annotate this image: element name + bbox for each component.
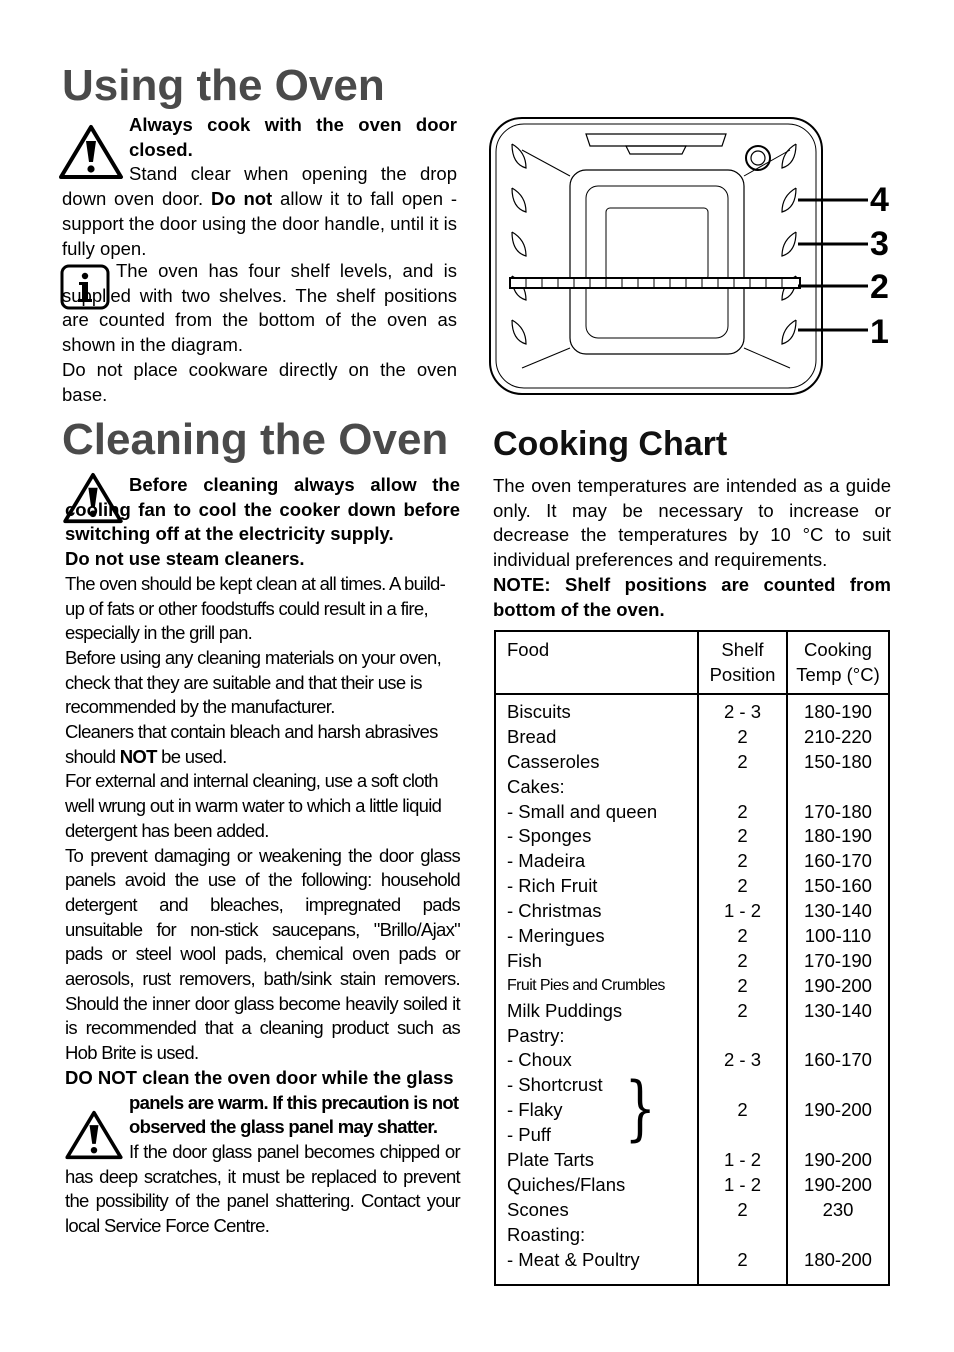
cell-food: - Christmas xyxy=(507,900,602,922)
table-row xyxy=(496,700,888,725)
steam-warning: Do not use steam cleaners. xyxy=(65,548,305,570)
header-temp xyxy=(788,637,888,687)
header-shelf xyxy=(699,637,786,687)
warn-closed-door: Always cook with the oven door closed. xyxy=(129,114,457,160)
cell-temp: 160-170 xyxy=(804,850,872,872)
cell-shelf: 2 xyxy=(737,925,748,947)
cell-shelf: 2 xyxy=(737,725,748,747)
cell-temp: 180-190 xyxy=(804,825,872,847)
cleaning-oven-title: Cleaning the Oven xyxy=(62,415,449,464)
oven-shelf-diagram xyxy=(486,114,896,398)
cell-shelf: 2 xyxy=(737,1248,748,1270)
warn-text-c: allow it to fall open - support the door using the door handle, until it is fully open. xyxy=(62,188,457,259)
using-warning-block xyxy=(62,113,457,261)
shelf-label-1: 1 xyxy=(870,313,889,351)
cell-food: - Choux xyxy=(507,1049,572,1071)
table-row xyxy=(496,1073,888,1098)
cleaning-p3a: Cleaners that contain bleach and harsh abrasives should xyxy=(65,721,438,767)
table-row xyxy=(496,725,888,750)
cell-shelf: 2 xyxy=(737,1198,748,1220)
table-row xyxy=(496,949,888,974)
cell-temp: 230 xyxy=(822,1198,854,1220)
cell-temp: 130-140 xyxy=(804,999,872,1021)
cell-temp: 190-200 xyxy=(804,1149,872,1171)
table-row xyxy=(496,999,888,1024)
cooking-chart-title: Cooking Chart xyxy=(493,425,728,463)
pastry-brace: } xyxy=(624,1067,656,1149)
table-row xyxy=(496,1173,888,1198)
table-row xyxy=(496,1148,888,1173)
using-oven-title: Using the Oven xyxy=(62,61,385,110)
cell-food: Fish xyxy=(507,949,542,971)
cell-shelf: 1 - 2 xyxy=(723,900,762,922)
cleaning-p1: The oven should be kept clean at all times. A build-up of fats or other foodstuffs could result in a fire, especially in the grill pan. xyxy=(65,572,446,644)
cell-temp: 100-110 xyxy=(804,925,872,947)
cell-temp: 180-200 xyxy=(804,1248,872,1270)
header-shelf-2: Position xyxy=(709,664,776,685)
cell-food: Quiches/Flans xyxy=(507,1173,626,1195)
header-shelf-1: Shelf xyxy=(721,639,764,660)
cell-shelf: 2 xyxy=(737,850,748,872)
chart-intro-text: The oven temperatures are intended as a guide only. It may be necessary to increase or decrease the temperatures by 10 °C to suit individual preferences and requirements. xyxy=(493,475,891,571)
cell-food: - Meringues xyxy=(507,925,605,947)
table-row xyxy=(496,1248,888,1273)
header-food: Food xyxy=(507,639,550,660)
table-row xyxy=(496,1223,888,1248)
cell-food: Scones xyxy=(507,1198,569,1220)
shelf-label-2: 2 xyxy=(870,268,889,306)
cleaning-warn-bold: Before cleaning always allow the cooling fan to cool the cooker down before switching off at the electricity supply. xyxy=(65,474,460,545)
cell-temp: 160-170 xyxy=(804,1049,872,1071)
table-row xyxy=(496,1024,888,1049)
header-temp-2: Temp (°C) xyxy=(796,664,880,685)
cell-shelf: 1 - 2 xyxy=(723,1149,762,1171)
cell-food: - Puff xyxy=(507,1124,551,1146)
table-row xyxy=(496,974,888,999)
cell-food: Fruit Pies and Crumbles xyxy=(507,976,665,994)
cell-food: Biscuits xyxy=(507,701,571,722)
cell-shelf: 2 xyxy=(737,875,748,897)
cell-temp: 150-180 xyxy=(804,750,872,772)
table-row xyxy=(496,849,888,874)
cell-shelf: 2 xyxy=(737,825,748,847)
door-warn-rest: panels are warm. If this precaution is not observed the glass panel may shatter. xyxy=(129,1091,459,1138)
shelf-label-3: 3 xyxy=(870,225,889,263)
chart-rows xyxy=(496,700,888,1272)
cell-temp: 170-190 xyxy=(804,949,872,971)
door-warn-line1: DO NOT clean the oven door while the glass xyxy=(65,1066,454,1088)
cell-food: Roasting: xyxy=(507,1223,586,1245)
cell-shelf: 2 xyxy=(737,1099,748,1121)
cell-temp: 190-200 xyxy=(804,974,872,996)
cell-shelf: 2 xyxy=(737,750,748,772)
cell-shelf: 2 xyxy=(737,800,748,822)
cell-food: - Madeira xyxy=(507,850,586,872)
cell-shelf: 2 - 3 xyxy=(723,701,762,722)
cleaning-p2: Before using any cleaning materials on your oven, check that they are suitable and that their use is recommended by the manufacturer. xyxy=(65,646,442,718)
chart-note: NOTE: Shelf positions are counted from bottom of the oven. xyxy=(493,573,891,620)
cell-food: Bread xyxy=(507,725,557,747)
cell-shelf: 2 xyxy=(737,949,748,971)
using-info-block xyxy=(62,259,457,407)
cleaning-p5: To prevent damaging or weakening the door glass panels avoid the use of the following: household detergent and bleaches, impregnated pads unsuitable for non-stick saucepans, "Brillo/Ajax" pads or steel wool pads, chemical oven pads or aerosols, rust removers, bath/sink stain removers. Should the inner door glass become heavily soiled it is recommended that a cleaning product such as Hob Brite is used. xyxy=(65,844,460,1064)
base-text: Do not place cookware directly on the oven base. xyxy=(62,358,457,405)
table-row xyxy=(496,1123,888,1148)
cell-food: Cakes: xyxy=(507,775,565,797)
table-row xyxy=(496,1198,888,1223)
table-row xyxy=(496,874,888,899)
cell-temp: 190-200 xyxy=(804,1173,872,1195)
cell-food: - Flaky xyxy=(507,1099,563,1121)
chart-intro xyxy=(493,474,891,622)
cell-food: - Meat & Poultry xyxy=(507,1248,640,1270)
shelf-label-4: 4 xyxy=(870,181,889,219)
cell-shelf: 2 xyxy=(737,999,748,1021)
cleaning-p4: For external and internal cleaning, use a soft cloth well wrung out in warm water to which a little liquid detergent has been added. xyxy=(65,770,442,841)
cell-temp: 150-160 xyxy=(804,875,872,897)
cooking-chart-table xyxy=(494,630,890,1286)
table-row xyxy=(496,1098,888,1123)
cell-temp: 190-200 xyxy=(804,1099,872,1121)
cell-temp: 170-180 xyxy=(804,800,872,822)
table-row xyxy=(496,775,888,800)
warn-text-a: Stand clear when opening the drop down oven door. xyxy=(62,163,457,210)
door-warn-text: If the door glass panel becomes chipped or has deep scratches, it must be replaced to prevent the possibility of the panel shattering. Contact your local Service Force Centre. xyxy=(65,1140,460,1237)
cell-shelf: 1 - 2 xyxy=(723,1173,762,1195)
table-row xyxy=(496,824,888,849)
cell-food: Milk Puddings xyxy=(507,999,623,1021)
cell-shelf: 2 xyxy=(737,974,748,996)
cleaning-p3c: be used. xyxy=(156,745,227,767)
cleaning-p3b: NOT xyxy=(119,745,157,767)
header-temp-1: Cooking xyxy=(804,639,872,660)
cell-food: - Small and queen xyxy=(507,800,658,822)
info-text: The oven has four shelf levels, and is supplied with two shelves. The shelf positions are counted from the bottom of the oven as shown in the diagram. xyxy=(62,260,457,356)
table-row xyxy=(496,800,888,825)
table-row xyxy=(496,750,888,775)
cell-food: Plate Tarts xyxy=(507,1149,595,1171)
warn-do-not: Do not xyxy=(210,188,273,210)
cell-temp: 180-190 xyxy=(804,701,872,722)
table-row xyxy=(496,1048,888,1073)
cell-food: Pastry: xyxy=(507,1024,565,1046)
cell-temp: 210-220 xyxy=(804,725,872,747)
cell-food: Casseroles xyxy=(507,750,600,772)
table-row xyxy=(496,899,888,924)
cell-food: - Shortcrust xyxy=(507,1074,603,1096)
cell-food: - Rich Fruit xyxy=(507,875,598,897)
warning-icon xyxy=(62,1110,126,1160)
cell-shelf: 2 - 3 xyxy=(723,1049,762,1071)
cell-temp: 130-140 xyxy=(804,900,872,922)
cell-food: - Sponges xyxy=(507,825,592,847)
table-row xyxy=(496,924,888,949)
